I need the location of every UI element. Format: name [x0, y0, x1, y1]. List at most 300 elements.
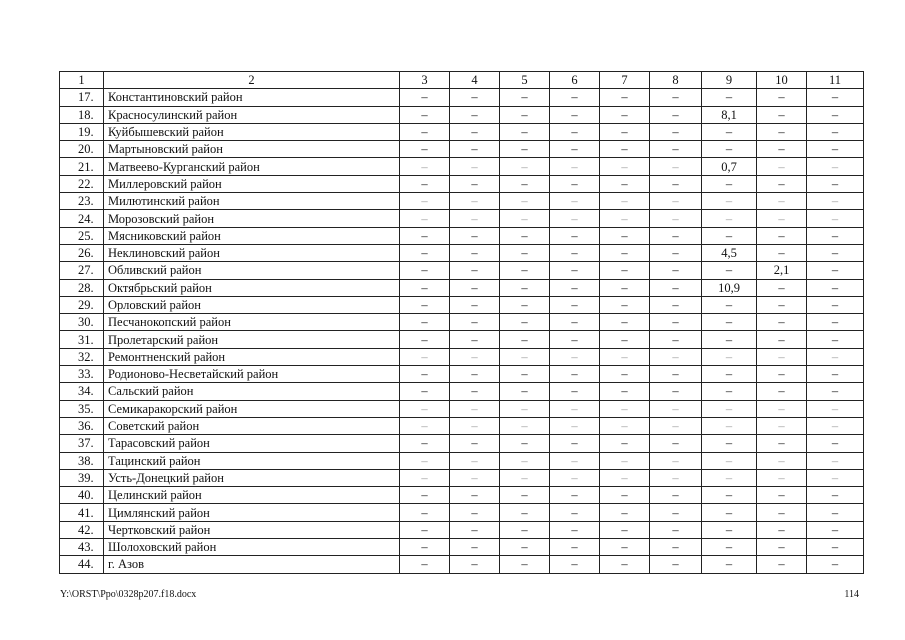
value-cell: –	[650, 366, 702, 383]
table-row	[60, 366, 864, 383]
value-cell: –	[650, 227, 702, 244]
value-cell: –	[600, 556, 650, 573]
value-cell: –	[757, 175, 807, 192]
value-cell: –	[500, 175, 550, 192]
value-cell: –	[757, 417, 807, 434]
value-cell: –	[550, 210, 600, 227]
value-cell: –	[600, 210, 650, 227]
value-cell: –	[702, 504, 757, 521]
value-cell: –	[757, 452, 807, 469]
value-cell: –	[757, 504, 807, 521]
district-name: г. Азов	[104, 556, 400, 573]
value-cell: –	[702, 296, 757, 313]
value-cell: –	[757, 539, 807, 556]
value-cell: –	[702, 262, 757, 279]
district-table	[59, 71, 864, 574]
value-cell: –	[450, 158, 500, 175]
value-cell: –	[550, 123, 600, 140]
district-name: Константиновский район	[104, 89, 400, 106]
value-cell: –	[757, 348, 807, 365]
value-cell: –	[702, 383, 757, 400]
value-cell: –	[500, 106, 550, 123]
value-cell: –	[550, 435, 600, 452]
value-cell: –	[600, 227, 650, 244]
page-number: 114	[844, 589, 859, 600]
value-cell: –	[500, 314, 550, 331]
table-row	[60, 296, 864, 313]
value-cell: –	[807, 314, 864, 331]
value-cell: –	[550, 383, 600, 400]
value-cell: –	[757, 314, 807, 331]
value-cell: –	[702, 435, 757, 452]
value-cell: –	[500, 296, 550, 313]
value-cell: –	[757, 469, 807, 486]
column-number-cell: 10	[757, 72, 807, 89]
value-cell: –	[650, 521, 702, 538]
value-cell: –	[550, 348, 600, 365]
row-number: 31.	[60, 331, 104, 348]
district-name: Цимлянский район	[104, 504, 400, 521]
district-name: Матвеево-Курганский район	[104, 158, 400, 175]
value-cell: –	[702, 175, 757, 192]
value-cell: –	[702, 556, 757, 573]
value-cell: –	[757, 556, 807, 573]
district-name: Тарасовский район	[104, 435, 400, 452]
value-cell: –	[450, 279, 500, 296]
value-cell: –	[500, 210, 550, 227]
row-number: 25.	[60, 227, 104, 244]
district-name: Куйбышевский район	[104, 123, 400, 140]
row-number: 41.	[60, 504, 104, 521]
value-cell: –	[650, 331, 702, 348]
district-name: Ремонтненский район	[104, 348, 400, 365]
district-name: Сальский район	[104, 383, 400, 400]
row-number: 28.	[60, 279, 104, 296]
row-number: 40.	[60, 487, 104, 504]
value-cell: –	[650, 244, 702, 261]
row-number: 37.	[60, 435, 104, 452]
district-name: Обливский район	[104, 262, 400, 279]
table-row	[60, 556, 864, 573]
value-cell: –	[500, 417, 550, 434]
value-cell: –	[550, 89, 600, 106]
value-cell: –	[757, 106, 807, 123]
table-row	[60, 210, 864, 227]
row-number: 39.	[60, 469, 104, 486]
district-name: Родионово-Несветайский район	[104, 366, 400, 383]
value-cell: –	[550, 331, 600, 348]
row-number: 17.	[60, 89, 104, 106]
value-cell: –	[400, 348, 450, 365]
value-cell: –	[807, 141, 864, 158]
value-cell: –	[400, 383, 450, 400]
value-cell: –	[400, 210, 450, 227]
value-cell: –	[600, 262, 650, 279]
value-cell: –	[400, 227, 450, 244]
value-cell: –	[807, 106, 864, 123]
value-cell: –	[600, 123, 650, 140]
table-row	[60, 193, 864, 210]
value-cell: –	[650, 383, 702, 400]
value-cell: –	[600, 158, 650, 175]
value-cell: 0,7	[702, 158, 757, 175]
district-name: Усть-Донецкий район	[104, 469, 400, 486]
value-cell: –	[600, 89, 650, 106]
value-cell: –	[757, 158, 807, 175]
value-cell: –	[450, 106, 500, 123]
value-cell: –	[400, 314, 450, 331]
value-cell: –	[807, 193, 864, 210]
value-cell: 8,1	[702, 106, 757, 123]
file-path: Y:\ORST\Ppo\0328p207.f18.docx	[60, 589, 197, 600]
row-number: 43.	[60, 539, 104, 556]
value-cell: –	[807, 331, 864, 348]
value-cell: –	[550, 400, 600, 417]
value-cell: –	[807, 175, 864, 192]
value-cell: –	[757, 366, 807, 383]
value-cell: –	[400, 435, 450, 452]
value-cell: –	[807, 348, 864, 365]
column-number-cell: 7	[600, 72, 650, 89]
row-number: 33.	[60, 366, 104, 383]
value-cell: –	[702, 452, 757, 469]
value-cell: –	[807, 383, 864, 400]
district-name: Советский район	[104, 417, 400, 434]
row-number: 23.	[60, 193, 104, 210]
value-cell: –	[807, 296, 864, 313]
value-cell: –	[450, 210, 500, 227]
value-cell: –	[550, 504, 600, 521]
table-row	[60, 175, 864, 192]
value-cell: –	[450, 193, 500, 210]
value-cell: –	[702, 417, 757, 434]
value-cell: –	[757, 435, 807, 452]
row-number: 21.	[60, 158, 104, 175]
value-cell: –	[450, 521, 500, 538]
value-cell: –	[702, 487, 757, 504]
value-cell: –	[450, 435, 500, 452]
value-cell: –	[400, 417, 450, 434]
value-cell: –	[550, 262, 600, 279]
value-cell: –	[600, 279, 650, 296]
value-cell: –	[550, 417, 600, 434]
value-cell: –	[807, 262, 864, 279]
value-cell: –	[807, 123, 864, 140]
value-cell: –	[400, 89, 450, 106]
table-row	[60, 400, 864, 417]
table-row	[60, 348, 864, 365]
value-cell: –	[807, 556, 864, 573]
table-row	[60, 435, 864, 452]
value-cell: –	[600, 141, 650, 158]
value-cell: –	[702, 141, 757, 158]
value-cell: –	[757, 193, 807, 210]
row-number: 38.	[60, 452, 104, 469]
value-cell: –	[400, 296, 450, 313]
value-cell: –	[757, 141, 807, 158]
value-cell: –	[450, 487, 500, 504]
value-cell: –	[550, 106, 600, 123]
value-cell: –	[500, 244, 550, 261]
value-cell: –	[500, 123, 550, 140]
row-number: 42.	[60, 521, 104, 538]
value-cell: –	[807, 539, 864, 556]
value-cell: –	[807, 452, 864, 469]
value-cell: –	[600, 193, 650, 210]
district-name: Целинский район	[104, 487, 400, 504]
value-cell: –	[757, 244, 807, 261]
value-cell: –	[600, 452, 650, 469]
district-name: Мясниковский район	[104, 227, 400, 244]
value-cell: –	[807, 244, 864, 261]
district-name: Орловский район	[104, 296, 400, 313]
value-cell: –	[450, 504, 500, 521]
value-cell: –	[450, 452, 500, 469]
row-number: 35.	[60, 400, 104, 417]
row-number: 26.	[60, 244, 104, 261]
value-cell: –	[702, 89, 757, 106]
value-cell: –	[550, 521, 600, 538]
value-cell: –	[757, 400, 807, 417]
value-cell: –	[807, 279, 864, 296]
value-cell: –	[650, 556, 702, 573]
value-cell: –	[500, 227, 550, 244]
value-cell: –	[450, 141, 500, 158]
value-cell: –	[550, 314, 600, 331]
table-row	[60, 452, 864, 469]
value-cell: –	[450, 348, 500, 365]
value-cell: –	[500, 262, 550, 279]
value-cell: –	[807, 435, 864, 452]
value-cell: –	[500, 452, 550, 469]
value-cell: –	[450, 469, 500, 486]
value-cell: –	[702, 521, 757, 538]
table-row	[60, 487, 864, 504]
table-row	[60, 158, 864, 175]
value-cell: –	[757, 123, 807, 140]
value-cell: –	[650, 106, 702, 123]
value-cell: –	[450, 556, 500, 573]
value-cell: –	[550, 158, 600, 175]
table-body	[60, 72, 864, 574]
value-cell: –	[807, 158, 864, 175]
table-row	[60, 504, 864, 521]
value-cell: –	[650, 141, 702, 158]
value-cell: –	[400, 452, 450, 469]
value-cell: –	[600, 296, 650, 313]
value-cell: –	[400, 521, 450, 538]
value-cell: –	[500, 366, 550, 383]
value-cell: –	[400, 193, 450, 210]
value-cell: 2,1	[757, 262, 807, 279]
district-name: Тацинский район	[104, 452, 400, 469]
value-cell: –	[500, 193, 550, 210]
value-cell: –	[757, 487, 807, 504]
value-cell: –	[600, 366, 650, 383]
value-cell: –	[650, 504, 702, 521]
value-cell: –	[757, 210, 807, 227]
value-cell: –	[450, 89, 500, 106]
value-cell: –	[600, 521, 650, 538]
value-cell: –	[807, 504, 864, 521]
value-cell: –	[600, 469, 650, 486]
value-cell: –	[650, 175, 702, 192]
value-cell: –	[702, 123, 757, 140]
value-cell: –	[400, 175, 450, 192]
value-cell: –	[500, 487, 550, 504]
value-cell: –	[500, 435, 550, 452]
value-cell: –	[550, 193, 600, 210]
district-name: Милютинский район	[104, 193, 400, 210]
value-cell: –	[450, 331, 500, 348]
value-cell: –	[650, 314, 702, 331]
value-cell: –	[550, 469, 600, 486]
value-cell: 4,5	[702, 244, 757, 261]
value-cell: –	[550, 539, 600, 556]
value-cell: –	[650, 539, 702, 556]
district-name: Октябрьский район	[104, 279, 400, 296]
district-name: Чертковский район	[104, 521, 400, 538]
table-row	[60, 106, 864, 123]
value-cell: –	[600, 539, 650, 556]
row-number: 32.	[60, 348, 104, 365]
table-row	[60, 383, 864, 400]
value-cell: –	[500, 469, 550, 486]
row-number: 29.	[60, 296, 104, 313]
value-cell: –	[550, 452, 600, 469]
value-cell: –	[757, 227, 807, 244]
column-number-cell: 3	[400, 72, 450, 89]
value-cell: –	[650, 89, 702, 106]
value-cell: –	[400, 504, 450, 521]
value-cell: –	[400, 400, 450, 417]
value-cell: –	[500, 348, 550, 365]
value-cell: –	[550, 487, 600, 504]
value-cell: –	[400, 331, 450, 348]
value-cell: –	[600, 504, 650, 521]
district-name: Мартыновский район	[104, 141, 400, 158]
value-cell: –	[450, 539, 500, 556]
value-cell: –	[650, 210, 702, 227]
district-name: Семикаракорский район	[104, 400, 400, 417]
value-cell: –	[500, 279, 550, 296]
column-number-cell: 5	[500, 72, 550, 89]
district-name: Пролетарский район	[104, 331, 400, 348]
value-cell: –	[702, 469, 757, 486]
value-cell: –	[650, 452, 702, 469]
value-cell: –	[650, 123, 702, 140]
value-cell: –	[550, 227, 600, 244]
value-cell: –	[500, 141, 550, 158]
table-row	[60, 417, 864, 434]
value-cell: 10,9	[702, 279, 757, 296]
district-name: Красносулинский район	[104, 106, 400, 123]
value-cell: –	[807, 417, 864, 434]
value-cell: –	[450, 123, 500, 140]
row-number: 24.	[60, 210, 104, 227]
table-row	[60, 469, 864, 486]
row-number: 44.	[60, 556, 104, 573]
value-cell: –	[807, 210, 864, 227]
value-cell: –	[650, 417, 702, 434]
value-cell: –	[450, 383, 500, 400]
value-cell: –	[400, 141, 450, 158]
value-cell: –	[450, 366, 500, 383]
value-cell: –	[400, 539, 450, 556]
row-number: 30.	[60, 314, 104, 331]
value-cell: –	[600, 244, 650, 261]
value-cell: –	[450, 227, 500, 244]
value-cell: –	[450, 296, 500, 313]
table-row	[60, 521, 864, 538]
row-number: 36.	[60, 417, 104, 434]
value-cell: –	[400, 106, 450, 123]
value-cell: –	[702, 210, 757, 227]
value-cell: –	[600, 400, 650, 417]
value-cell: –	[600, 435, 650, 452]
value-cell: –	[600, 175, 650, 192]
value-cell: –	[650, 435, 702, 452]
row-number: 18.	[60, 106, 104, 123]
value-cell: –	[807, 366, 864, 383]
value-cell: –	[650, 262, 702, 279]
table-row	[60, 314, 864, 331]
value-cell: –	[400, 244, 450, 261]
value-cell: –	[650, 279, 702, 296]
value-cell: –	[400, 123, 450, 140]
district-name: Шолоховский район	[104, 539, 400, 556]
column-number-row	[60, 72, 864, 89]
value-cell: –	[650, 469, 702, 486]
row-number: 27.	[60, 262, 104, 279]
table-row	[60, 244, 864, 261]
value-cell: –	[400, 158, 450, 175]
value-cell: –	[757, 521, 807, 538]
value-cell: –	[650, 193, 702, 210]
column-number-cell: 1	[60, 72, 104, 89]
value-cell: –	[807, 521, 864, 538]
value-cell: –	[550, 296, 600, 313]
column-number-cell: 2	[104, 72, 400, 89]
value-cell: –	[600, 348, 650, 365]
value-cell: –	[500, 400, 550, 417]
value-cell: –	[500, 539, 550, 556]
value-cell: –	[650, 487, 702, 504]
value-cell: –	[550, 175, 600, 192]
value-cell: –	[550, 556, 600, 573]
value-cell: –	[650, 348, 702, 365]
column-number-cell: 6	[550, 72, 600, 89]
value-cell: –	[450, 314, 500, 331]
value-cell: –	[757, 89, 807, 106]
column-number-cell: 11	[807, 72, 864, 89]
value-cell: –	[450, 262, 500, 279]
row-number: 20.	[60, 141, 104, 158]
value-cell: –	[500, 158, 550, 175]
value-cell: –	[400, 487, 450, 504]
district-name: Миллеровский район	[104, 175, 400, 192]
value-cell: –	[450, 244, 500, 261]
table-row	[60, 89, 864, 106]
value-cell: –	[550, 366, 600, 383]
value-cell: –	[500, 89, 550, 106]
value-cell: –	[550, 141, 600, 158]
value-cell: –	[400, 262, 450, 279]
value-cell: –	[450, 400, 500, 417]
value-cell: –	[807, 89, 864, 106]
table-row	[60, 141, 864, 158]
value-cell: –	[650, 400, 702, 417]
